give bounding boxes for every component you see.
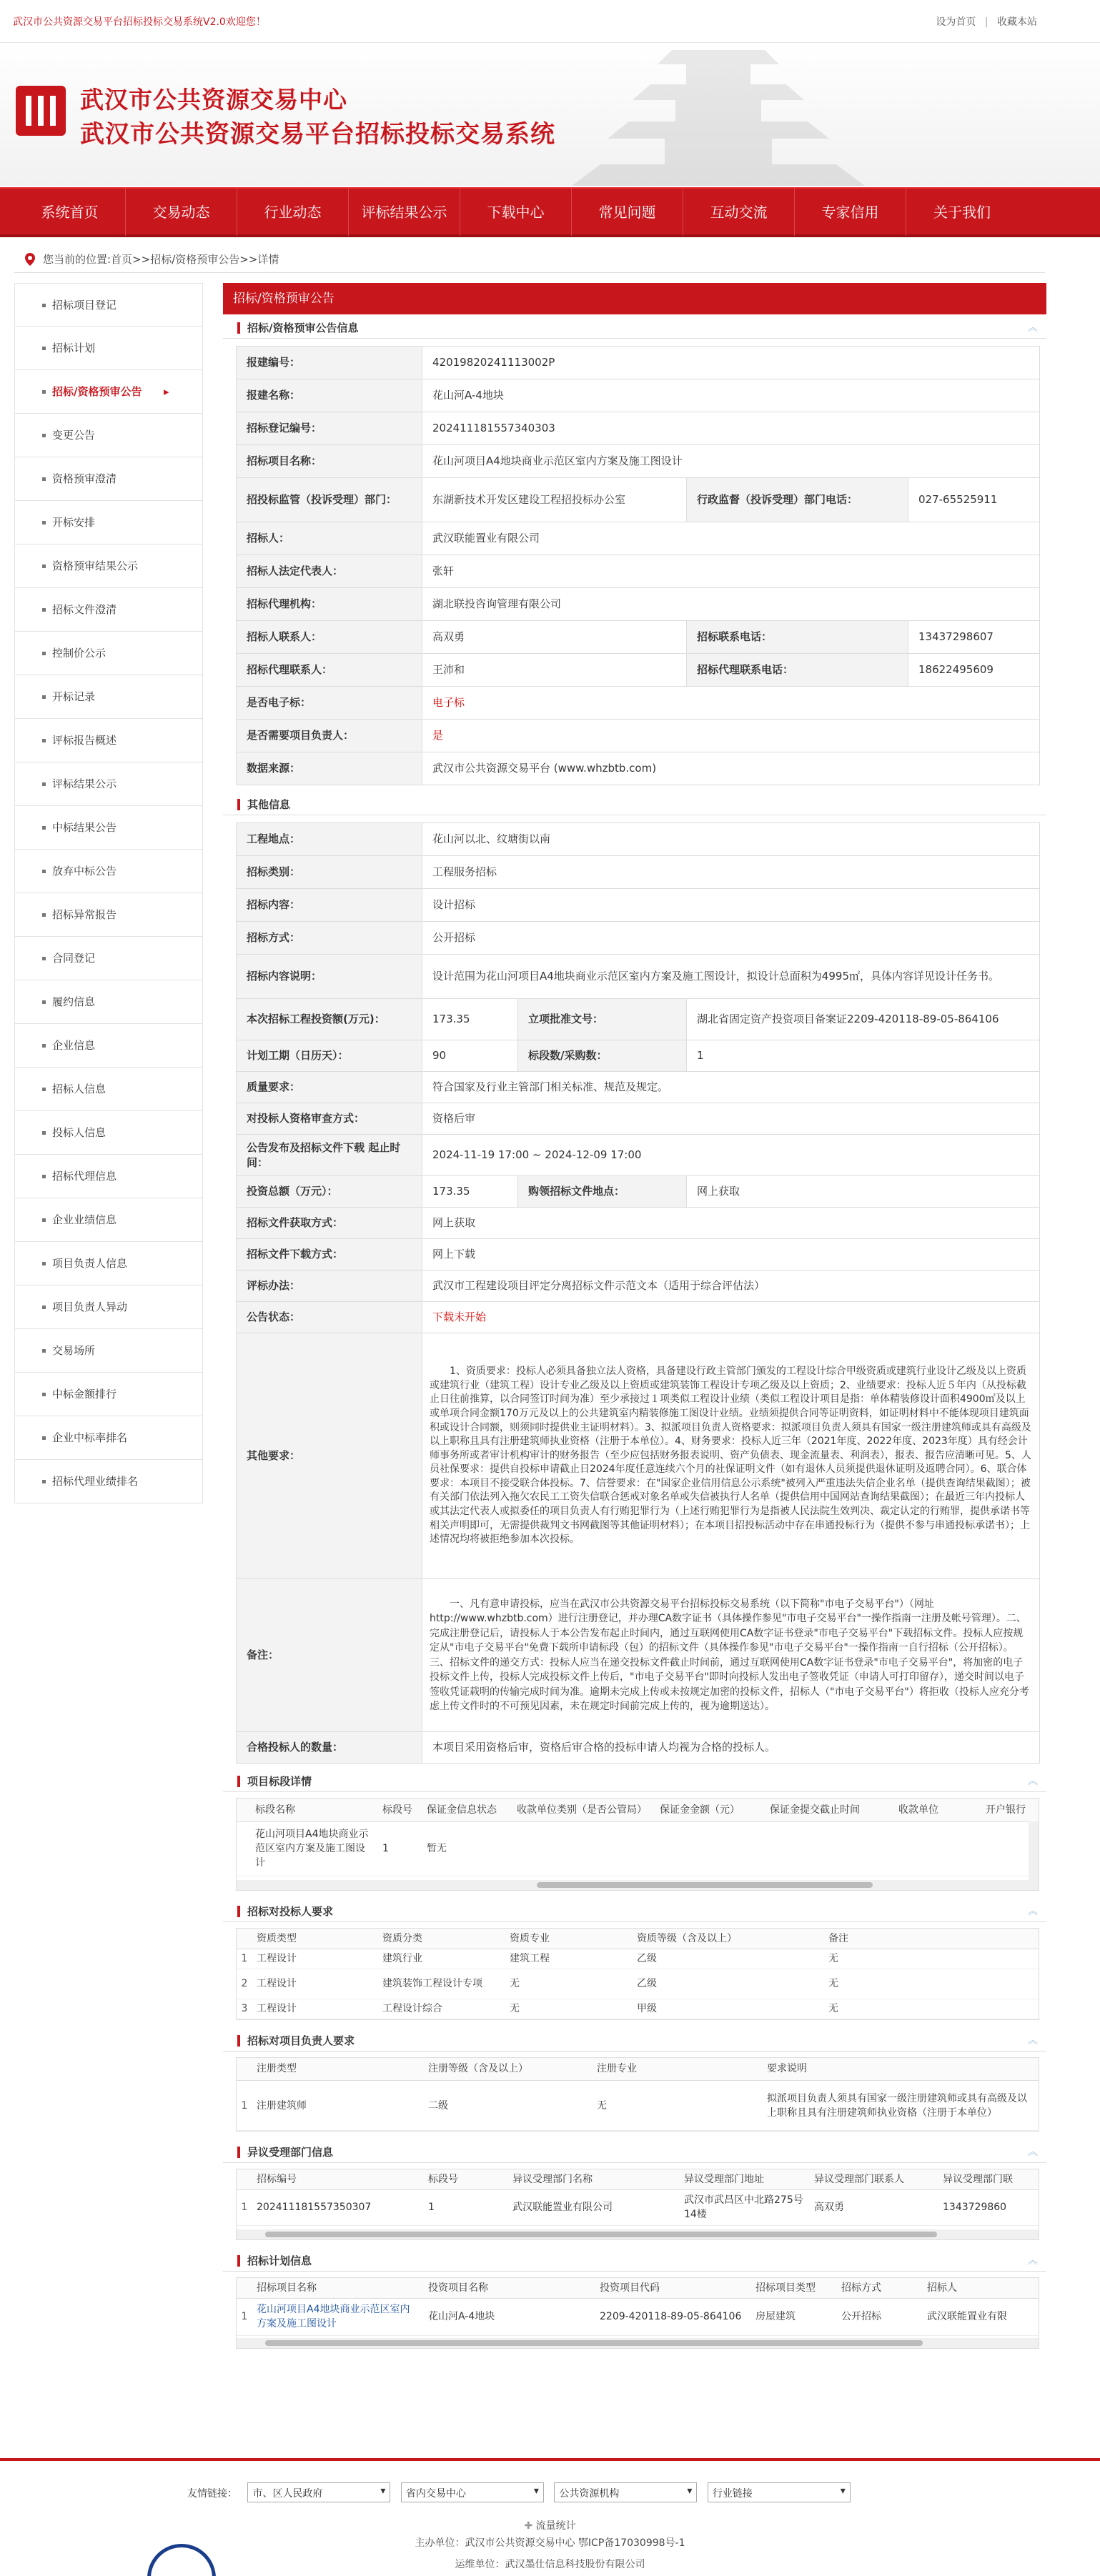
field-value: 花山河A-4地块 (422, 379, 1040, 412)
field-value: 90 (422, 1040, 518, 1072)
column-header: 投资项目代码 (595, 2278, 751, 2298)
field-value: 027-65525911 (908, 478, 1040, 522)
field-value: 武汉联能置业有限公司 (422, 522, 1040, 555)
sidebar-item[interactable]: 合同登记 (14, 937, 203, 980)
sidebar-item[interactable]: 资格预审结果公示 (14, 544, 203, 588)
link-select[interactable]: 行业链接 ▾ (708, 2482, 851, 2502)
field-value: 202411181557340303 (422, 412, 1040, 445)
section-title: 招标对投标人要求 (247, 1905, 334, 1918)
nav-home[interactable]: 系统首页 (14, 189, 126, 236)
sidebar-item[interactable]: 招标人信息 (14, 1068, 203, 1111)
sidebar-item[interactable]: 中标金额排行 (14, 1373, 203, 1416)
field-label: 招标代理联系人： (237, 654, 422, 687)
section-title: 项目标段详情 (247, 1775, 312, 1788)
sidebar-item[interactable]: 中标结果公告 (14, 806, 203, 850)
field-label: 购领招标文件地点： (518, 1176, 687, 1208)
column-header: 招标方式 (837, 2278, 923, 2298)
field-value: 电子标 (422, 687, 1040, 720)
field-label: 招标内容说明： (237, 955, 422, 999)
table-cell: 注册建筑师 (252, 2081, 424, 2131)
collapse-icon[interactable]: ︽ (1028, 322, 1038, 334)
table-cell: 花山河A-4地块 (424, 2298, 595, 2335)
column-header: 资质类型 (252, 1929, 378, 1949)
table-cell: 无 (824, 1969, 1039, 1999)
section-header (223, 2250, 1046, 2272)
manager-requirement-grid (236, 2057, 1039, 2132)
field-value: 网上下载 (422, 1239, 1040, 1270)
field-value: 王沛和 (422, 654, 687, 687)
nav-bid-results[interactable]: 评标结果公示 (349, 189, 460, 236)
field-label: 数据来源： (237, 752, 422, 785)
table-cell: 武汉市武昌区中北路275号14楼 (680, 2189, 810, 2225)
column-header: 资质专业 (505, 1929, 633, 1949)
stat-icon: ✚ (524, 2520, 536, 2532)
bookmark-link[interactable]: 收藏本站 (997, 16, 1037, 28)
table-cell: 花山河项目A4地块商业示范区室内方案及施工图设计 (251, 1821, 378, 1876)
section-header (223, 2142, 1046, 2163)
bidder-requirement-grid (236, 1928, 1039, 2020)
table-cell: 工程设计 (252, 1999, 378, 2019)
sidebar-item[interactable]: 控制价公示 (14, 632, 203, 675)
field-value: 一、凡有意申请投标，应当在武汉市公共资源交易平台招标投标交易系统（以下简称"市电子交易平台"）（网址http://www.whzbtb.com）进行注册登记，并办理CA数字证书（具体操作参见"市电子交易平台"一操作指南一注册及帐号管理）。二、完成注册登记后，请投标人于本公告发布起止时间内，通过互联网使用CA数字证书登录"市电子交易平台"下载招标文件。投标人应按规定从"市电子交易平台"免费下载所申请标段（包）的招标文件（具体操作参见"市电子交易平台"一操作指南一自行招标（公开招标）。三、招标文件的递交方式：投标人应当在递交投标文件截止时间前，通过互联网使用CA数字证书登录"市电子交易平台"，将加密的电子投标文件上传，投标人完成投标文件上传后，"市电子交易平台"即时向投标人发出电子签收凭证（申请人可打印留存），递交时间以电子签收凭证载明的传输完成时间为准。逾期未完成上传或未按规定加密的投标文件，招标人（"市电子交易平台"）将拒收（投标人应充分考虑上传文件时的不可预见因素，未在规定时间前完成上传的，视为逾期送达）。 (422, 1579, 1040, 1732)
field-label: 招标登记编号： (237, 412, 422, 445)
column-header: 要求说明 (763, 2058, 1039, 2081)
column-header: 注册专业 (593, 2058, 763, 2081)
row-number: 1 (237, 2298, 252, 2335)
field-label: 招标人联系人： (237, 621, 422, 654)
column-header: 异议受理部门联系人 (810, 2169, 938, 2189)
sidebar-item[interactable]: 招标异常报告 (14, 893, 203, 937)
row-number: 1 (237, 2189, 252, 2225)
table-cell: 1343729860 (938, 2189, 1039, 2225)
column-header: 异议受理部门联 (938, 2169, 1039, 2189)
field-label: 招标项目名称： (237, 445, 422, 478)
field-value: 18622495609 (908, 654, 1040, 687)
sidebar-item[interactable]: 资格预审澄清 (14, 457, 203, 501)
field-value: 本项目采用资格后审，资格后审合格的投标申请人均视为合格的投标人。 (422, 1732, 1040, 1764)
scrollbar-thumb[interactable] (265, 2340, 923, 2346)
nav-trade-news[interactable]: 交易动态 (126, 189, 237, 236)
table-cell: 公开招标 (837, 2298, 923, 2335)
column-header: 投资项目名称 (424, 2278, 595, 2298)
friend-links (187, 2482, 851, 2502)
plan-project-link[interactable]: 花山河项目A4地块商业示范区室内方案及施工图设计 (252, 2298, 424, 2335)
logo-icon[interactable] (16, 86, 66, 136)
row-number: 1 (237, 1949, 252, 1969)
field-label: 是否电子标： (237, 687, 422, 720)
field-value: 公开招标 (422, 922, 1040, 955)
welcome-text: 武汉市公共资源交易平台招标投标交易系统V2.0欢迎您！ (13, 16, 266, 28)
section-header (223, 1901, 1046, 1922)
field-label: 评标办法： (237, 1270, 422, 1302)
column-header: 异议受理部门名称 (508, 2169, 680, 2189)
field-value: 高双勇 (422, 621, 687, 654)
field-label: 招标代理机构： (237, 588, 422, 621)
field-label: 是否需要项目负责人： (237, 720, 422, 752)
sidebar-item[interactable]: 履约信息 (14, 980, 203, 1024)
nav-interaction[interactable]: 互动交流 (683, 189, 795, 236)
table-row[interactable] (237, 1999, 1039, 2019)
plan-info-grid (236, 2277, 1039, 2349)
field-value: 是 (422, 720, 1040, 752)
field-value: 13437298607 (908, 621, 1040, 654)
link-select[interactable]: 公共资源机构 ▾ (554, 2482, 697, 2502)
field-value: 网上获取 (687, 1176, 1040, 1208)
horizontal-scrollbar[interactable] (237, 1880, 1039, 1890)
field-value: 张轩 (422, 555, 1040, 588)
column-header: 资质等级（含及以上） (633, 1929, 824, 1949)
site-subtitle: 武汉市公共资源交易平台招标投标交易系统 (80, 120, 555, 149)
field-label: 招标类别： (237, 856, 422, 889)
table-cell: 二级 (424, 2081, 593, 2131)
table-row[interactable] (237, 1969, 1039, 1999)
sidebar-item[interactable]: 开标记录 (14, 675, 203, 719)
field-value: 花山河以北、纹塘街以南 (422, 823, 1040, 856)
field-value: 资格后审 (422, 1103, 1040, 1135)
main-nav (0, 187, 1100, 237)
field-value: 2024-11-19 17:00 ~ 2024-12-09 17:00 (422, 1135, 1040, 1176)
field-label: 立项批准文号： (518, 999, 687, 1040)
table-cell: 建筑工程 (505, 1949, 633, 1969)
field-label: 公告发布及招标文件下载 起止时间： (237, 1135, 422, 1176)
field-label: 对投标人资格审查方式： (237, 1103, 422, 1135)
row-number: 3 (237, 1999, 252, 2019)
field-value: 173.35 (422, 999, 518, 1040)
table-cell: 无 (505, 1999, 633, 2019)
table-cell: 拟派项目负责人须具有国家一级注册建筑师或具有高级及以上职称且具有注册建筑师执业资格（注册于本单位） (763, 2081, 1039, 2131)
table-cell: 无 (824, 1949, 1039, 1969)
pagoda-illustration (565, 43, 872, 186)
sidebar-item[interactable]: 放弃中标公告 (14, 850, 203, 893)
ops-text: 运维单位：武汉墨仕信息科技股份有限公司 (455, 2559, 645, 2570)
sidebar-item[interactable]: 招标计划 (14, 327, 203, 370)
field-label: 招标文件下载方式： (237, 1239, 422, 1270)
sidebar-item[interactable]: 评标报告概述 (14, 719, 203, 762)
nav-industry-news[interactable]: 行业动态 (237, 189, 349, 236)
column-header: 注册类型 (252, 2058, 424, 2081)
link-select[interactable]: 省内交易中心 ▾ (401, 2482, 544, 2502)
column-header: 标段号 (378, 1799, 422, 1821)
status-value: 下载未开始 (422, 1302, 1040, 1333)
top-links (936, 14, 1037, 29)
column-header: 招标项目名称 (252, 2278, 424, 2298)
sidebar-item[interactable]: 交易场所 (14, 1329, 203, 1373)
site-header (0, 43, 1100, 186)
field-label: 公告状态： (237, 1302, 422, 1333)
field-value: 符合国家及行业主管部门相关标准、规范及规定。 (422, 1072, 1040, 1103)
scrollbar-thumb[interactable] (537, 1882, 873, 1888)
table-cell: 无 (824, 1999, 1039, 2019)
table-cell: 工程设计综合 (378, 1999, 505, 2019)
column-header: 资质分类 (378, 1929, 505, 1949)
field-value: 湖北联投咨询管理有限公司 (422, 588, 1040, 621)
footer (0, 2458, 1100, 2576)
collapse-icon[interactable]: ︽ (1028, 2034, 1038, 2047)
section-title: 招标/资格预审公告信息 (247, 322, 359, 334)
bid-section-grid (236, 1798, 1039, 1891)
column-header: 标段名称 (251, 1799, 378, 1821)
sidebar-item[interactable]: 企业信息 (14, 1024, 203, 1068)
field-label: 投资总额（万元）： (237, 1176, 422, 1208)
collapse-icon[interactable]: ︽ (1028, 2255, 1038, 2267)
section-header (223, 2030, 1046, 2052)
field-value: 东湖新技术开发区建设工程招投标办公室 (422, 478, 687, 522)
table-cell: 1 (424, 2189, 508, 2225)
field-label: 招标方式： (237, 922, 422, 955)
sidebar-item[interactable]: 招标代理信息 (14, 1155, 203, 1198)
nav-faq[interactable]: 常见问题 (572, 189, 683, 236)
field-value: 花山河项目A4地块商业示范区室内方案及施工图设计 (422, 445, 1040, 478)
sidebar-item[interactable]: 项目负责人异动 (14, 1285, 203, 1329)
field-label: 计划工期（日历天）： (237, 1040, 422, 1072)
field-value: 1 (687, 1040, 1040, 1072)
nav-about[interactable]: 关于我们 (933, 204, 991, 221)
section-header (223, 1771, 1046, 1792)
table-cell: 乙级 (633, 1949, 824, 1969)
page-title: 招标/资格预审公告 (223, 283, 1046, 314)
column-header: 收款单位类别（是否公管局） (512, 1799, 655, 1821)
column-header: 备注 (824, 1929, 1039, 1949)
table-cell: 1 (378, 1821, 422, 1876)
set-home-link[interactable]: 设为首页 (936, 16, 976, 28)
field-label: 招标人法定代表人： (237, 555, 422, 588)
main-content (223, 283, 1046, 2349)
sidebar-item[interactable]: 企业中标率排名 (14, 1416, 203, 1460)
field-label: 招标内容： (237, 889, 422, 922)
field-label: 报建编号： (237, 347, 422, 379)
sidebar-item[interactable]: 投标人信息 (14, 1111, 203, 1155)
field-value: 武汉市工程建设项目评定分离招标文件示范文本（适用于综合评估法） (422, 1270, 1040, 1302)
breadcrumb (14, 246, 1045, 273)
section-title: 招标计划信息 (247, 2254, 312, 2267)
field-value: 设计招标 (422, 889, 1040, 922)
table-cell (894, 1821, 981, 1876)
collapse-icon[interactable]: ︽ (1028, 1906, 1038, 1917)
table-row[interactable] (237, 2298, 1039, 2335)
table-cell: 房屋建筑 (751, 2298, 837, 2335)
collapse-icon[interactable]: ︽ (1028, 2147, 1038, 2158)
column-header: 开户银行 (981, 1799, 1039, 1821)
collapse-icon[interactable]: ︽ (1028, 1776, 1038, 1787)
sidebar-item[interactable]: 企业业绩信息 (14, 1198, 203, 1242)
section-title: 其他信息 (247, 798, 291, 811)
field-value: 网上获取 (422, 1208, 1040, 1239)
table-cell (655, 1821, 765, 1876)
table-row[interactable] (237, 2189, 1039, 2225)
field-value: 设计范围为花山河项目A4地块商业示范区室内方案及施工图设计，拟设计总面积为4995㎡，具体内容详见设计任务书。 (422, 955, 1040, 999)
table-row[interactable] (237, 1949, 1039, 1969)
table-row[interactable] (237, 2081, 1039, 2131)
field-label: 标段数/采购数： (518, 1040, 687, 1072)
field-label: 本次招标工程投资额(万元)： (237, 999, 422, 1040)
sidebar-item[interactable]: 招标代理业绩排名 (14, 1460, 203, 1503)
field-value: 工程服务招标 (422, 856, 1040, 889)
separator: | (984, 16, 988, 28)
field-value: 1、资质要求：投标人必须具备独立法人资格，具备建设行政主管部门颁发的工程设计综合甲级资质或建筑行业设计乙级及以上资质或建筑行业（建筑工程）设计专业乙级及以上资质或建筑装饰工程设计专项乙级及以上资质；2、业绩要求：投标人近５年内（从投标截止日往前推算，以合同签订时间为准）至少承接过１项类似工程设计业绩（类似工程设计项目是指：单体精装修设计面积4900㎡及以上或单项合同金额170万元及以上的公共建筑室内精装修施工图设计业绩。业绩须提供合同等证明资料，如证明材料中不能体现项目建筑面积或设计合同额，则须同时提供业主证明材料）。3、拟派项目负责人资格要求：拟派项目负责人须具有国家一级注册建筑师或具有高级及以上职称且具有注册建筑师执业资格（注册于本单位）。4、财务要求：投标人近三年（2021年度、2022年度、2023年度）具有经会计师事务所或者审计机构审计的财务报告（至少应包括财务报表说明、资产负债表、现金流量表、利润表），报表、报告应清晰可见。5、人员社保要求：提供自投标申请截止日2024年度任意连续六个月的社保证明文件（如有退休人员须提供退休证明及返聘合同）。6、联合体要求：本项目不接受联合体投标。7、信誉要求：在"国家企业信用信息公示系统"被列入严重违法失信企业名单（提供查询结果截图）；被有关部门依法列入拖欠农民工工资失信联合惩戒对象名单或失信被执行人名单（提供信用中国网站查询结果截图）；在最近三年内投标人或其法定代表人或拟委任的项目负责人有行贿犯罪行为（上述行贿犯罪行为是指被人民法院生效判决、裁定认定的行贿罪，提供承诺书等相关声明即可，无需提供裁判文书网截图等其他证明材料）；在本项目招投标活动中存在串通投标行为（提供不参与串通投标承诺书）；上述情况均将被拒绝参加本次投标。 (422, 1333, 1040, 1579)
table-cell: 工程设计 (252, 1969, 378, 1999)
table-cell: 武汉联能置业有限公司 (508, 2189, 680, 2225)
table-cell: 建筑行业 (378, 1949, 505, 1969)
stat-link[interactable]: 流量统计 (535, 2520, 576, 2532)
field-label: 招标代理联系电话： (687, 654, 908, 687)
horizontal-scrollbar[interactable] (237, 2338, 1039, 2348)
table-cell (765, 1821, 894, 1876)
table-cell: 2209-420118-89-05-864106 (595, 2298, 751, 2335)
field-label: 合格投标人的数量： (237, 1732, 422, 1764)
horizontal-scrollbar[interactable] (237, 2229, 1039, 2239)
top-bar (0, 0, 1100, 43)
column-header: 招标编号 (252, 2169, 424, 2189)
sidebar-item[interactable]: 评标结果公示 (14, 762, 203, 806)
data-source-link[interactable]: 武汉市公共资源交易平台 (www.whzbtb.com) (422, 752, 1040, 785)
sidebar-item[interactable]: 开标安排 (14, 501, 203, 544)
objection-dept-grid (236, 2169, 1039, 2240)
column-header: 招标项目类型 (751, 2278, 837, 2298)
column-header: 标段号 (424, 2169, 508, 2189)
stat-line (0, 2518, 1100, 2532)
column-header: 招标人 (923, 2278, 1039, 2298)
column-header: 注册等级（含及以上） (424, 2058, 593, 2081)
field-value: 4201982024111300​2P (422, 347, 1040, 379)
table-cell: 武汉联能置业有限 (923, 2298, 1039, 2335)
link-select[interactable]: 市、区人民政府 ▾ (247, 2482, 390, 2502)
sidebar-item[interactable]: 招标项目登记 (14, 283, 203, 327)
sidebar-item[interactable]: 招标文件澄清 (14, 588, 203, 632)
column-header: 保证金金额（元） (655, 1799, 765, 1821)
field-label: 招投标监管（投诉受理）部门： (237, 478, 422, 522)
vertical-scrollbar[interactable] (1029, 1821, 1039, 1881)
field-value: 湖北省固定资产投资项目备案证2209-420118-89-05-864106 (687, 999, 1040, 1040)
field-label: 其他要求： (237, 1333, 422, 1579)
section-title: 异议受理部门信息 (247, 2146, 334, 2159)
section-header (223, 794, 1046, 815)
scrollbar-thumb[interactable] (265, 2232, 937, 2237)
sidebar (14, 283, 203, 1503)
notice-info-table (236, 346, 1040, 785)
other-info-table (236, 822, 1040, 1764)
site-title: 武汉市公共资源交易中心 (80, 86, 347, 114)
column-header: 保证金信息状态 (422, 1799, 512, 1821)
nav-expert-credit[interactable]: 专家信用 (795, 189, 906, 236)
location-pin-icon (24, 253, 36, 266)
table-cell: 工程设计 (252, 1949, 378, 1969)
field-label: 工程地点： (237, 823, 422, 856)
breadcrumb-text[interactable]: 您当前的位置:首页>>招标/资格预审公告>>详情 (43, 253, 279, 266)
section-title: 招标对项目负责人要求 (247, 2034, 355, 2047)
field-label: 质量要求： (237, 1072, 422, 1103)
table-cell: 无 (505, 1969, 633, 1999)
friend-links-label: 友情链接： (187, 2488, 237, 2500)
sidebar-item[interactable]: 项目负责人信息 (14, 1242, 203, 1285)
row-number: 1 (237, 2081, 252, 2131)
table-cell: 无 (593, 2081, 763, 2131)
field-label: 报建名称： (237, 379, 422, 412)
field-label: 招标文件获取方式： (237, 1208, 422, 1239)
host-text: 主办单位：武汉市公共资源交易中心 鄂ICP备17030998号-1 (415, 2537, 685, 2549)
column-header: 异议受理部门地址 (680, 2169, 810, 2189)
section-header (223, 317, 1046, 339)
field-label: 招标人： (237, 522, 422, 555)
table-cell: 甲级 (633, 1999, 824, 2019)
column-header: 保证金提交截止时间 (765, 1799, 894, 1821)
column-header: 收款单位 (894, 1799, 981, 1821)
sidebar-item[interactable]: 变更公告 (14, 414, 203, 457)
nav-downloads[interactable]: 下载中心 (460, 189, 572, 236)
field-label: 备注： (237, 1579, 422, 1732)
table-cell (512, 1821, 655, 1876)
table-cell: 暂无 (422, 1821, 512, 1876)
table-cell: 202411181557350307 (252, 2189, 424, 2225)
table-cell: 乙级 (633, 1969, 824, 1999)
field-value: 173.35 (422, 1176, 518, 1208)
field-label: 招标联系电话： (687, 621, 908, 654)
row-number: 2 (237, 1969, 252, 1999)
table-cell: 高双勇 (810, 2189, 938, 2225)
field-label: 行政监督（投诉受理）部门电话： (687, 478, 908, 522)
table-cell: 建筑装饰工程设计专项 (378, 1969, 505, 1999)
sidebar-item-active[interactable]: 招标/资格预审公告 ▸ (14, 370, 203, 414)
table-row[interactable] (237, 1821, 1039, 1876)
